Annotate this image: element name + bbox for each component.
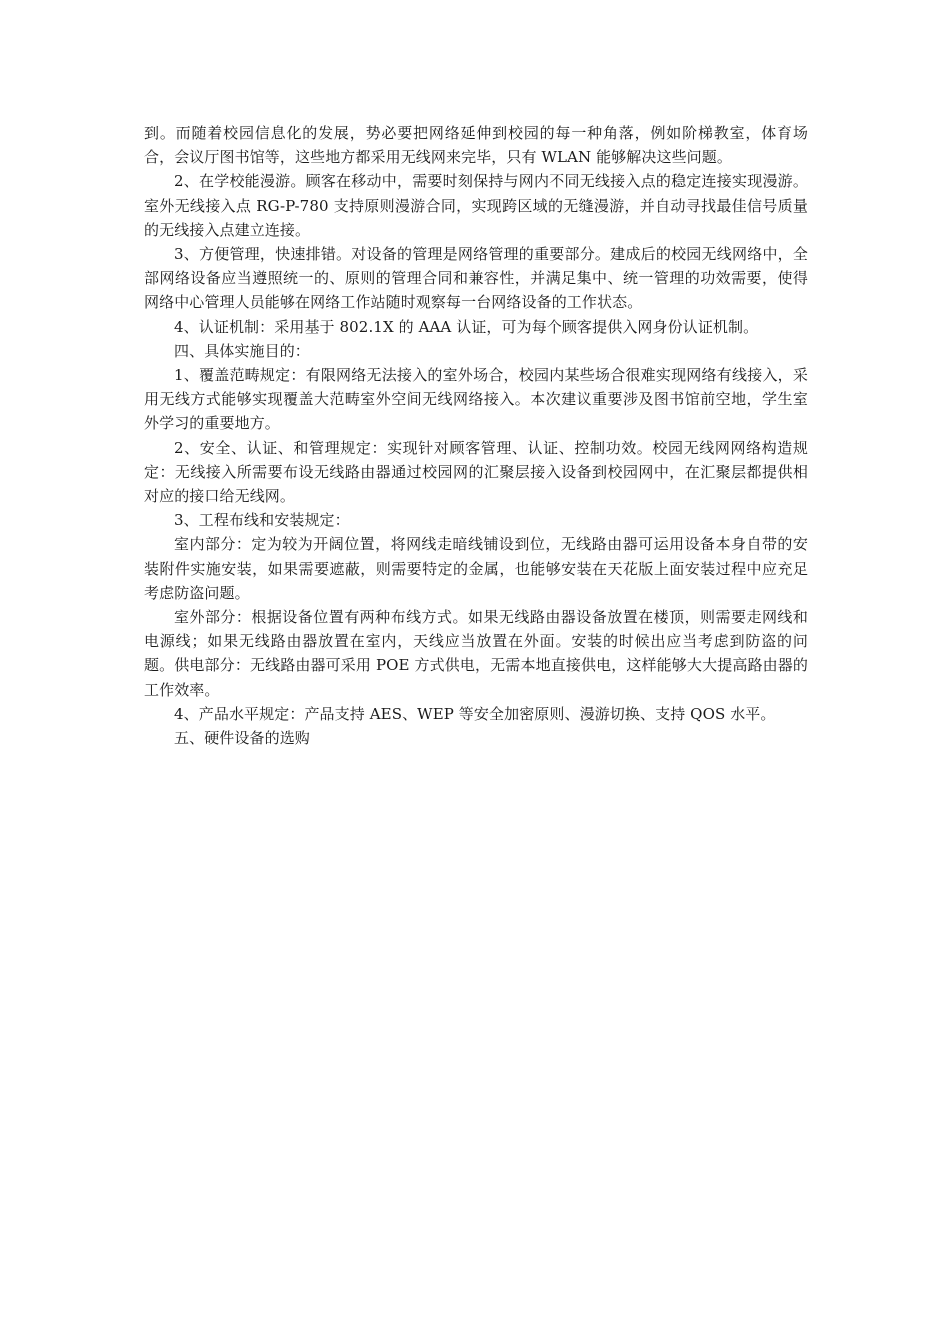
paragraph-management: 3、方便管理，快速排错。对设备的管理是网络管理的重要部分。建成后的校园无线网络中，全部网络设备应当遵照统一的、原则的管理合同和兼容性，并满足集中、统一管理的功效需要，使得网络中心管理人员能够在网络工作站随时观察每一台网络设备的工作状态。 (144, 245, 808, 312)
paragraph-security: 2、安全、认证、和管理规定：实现针对顾客管理、认证、控制功效。校园无线网网络构造规定：无线接入所需要布设无线路由器通过校园网的汇聚层接入设备到校园网中，在汇聚层都提供相对应的接口给无线网。 (144, 438, 808, 506)
document-body (144, 121, 808, 750)
paragraph-product-level: 4、产品水平规定：产品支持 AES、WEP 等安全加密原则、漫游切换、支持 QOS 水平。 (174, 704, 776, 723)
paragraph-outdoor: 室外部分：根据设备位置有两种布线方式。如果无线路由器设备放置在楼顶，则需要走网线和电源线；如果无线路由器放置在室内，天线应当放置在外面。安装的时候出应当考虑到防盗的问题。供电部分：无线路由器可采用 POE 方式供电，无需本地直接供电，这样能够大大提高路由器的工作效率。 (144, 608, 808, 699)
paragraph-authentication: 4、认证机制：采用基于 802.1X 的 AAA 认证，可为每个顾客提供入网身份认证机制。 (174, 317, 759, 336)
paragraph-indoor: 室内部分：定为较为开阔位置，将网线走暗线铺设到位，无线路由器可运用设备本身自带的安装附件实施安装，如果需要遮蔽，则需要特定的金属，也能够安装在天花版上面安装过程中应充足考虑防盗问题。 (144, 535, 808, 602)
paragraph-cabling-heading: 3、工程布线和安装规定： (174, 511, 350, 530)
section-heading-objectives: 四、具体实施目的： (174, 341, 310, 360)
paragraph-roaming: 2、在学校能漫游。顾客在移动中，需要时刻保持与网内不同无线接入点的稳定连接实现漫游。室外无线接入点 RG-P-780 支持原则漫游合同，实现跨区域的无缝漫游，并自动寻找最佳信号质量的无线接入点建立连接。 (144, 172, 808, 239)
paragraph-wlan-intro: 到。而随着校园信息化的发展，势必要把网络延伸到校园的每一种角落，例如阶梯教室，体育场合，会议厅图书馆等，这些地方都采用无线网来完毕，只有 WLAN 能够解决这些问题。 (144, 124, 808, 167)
paragraph-coverage: 1、覆盖范畴规定：有限网络无法接入的室外场合，校园内某些场合很难实现网络有线接入，采用无线方式能够实现覆盖大范畴室外空间无线网络接入。本次建议重要涉及图书馆前空地，学生室外学习的重要地方。 (144, 366, 808, 433)
section-heading-hardware: 五、硬件设备的选购 (174, 729, 310, 748)
